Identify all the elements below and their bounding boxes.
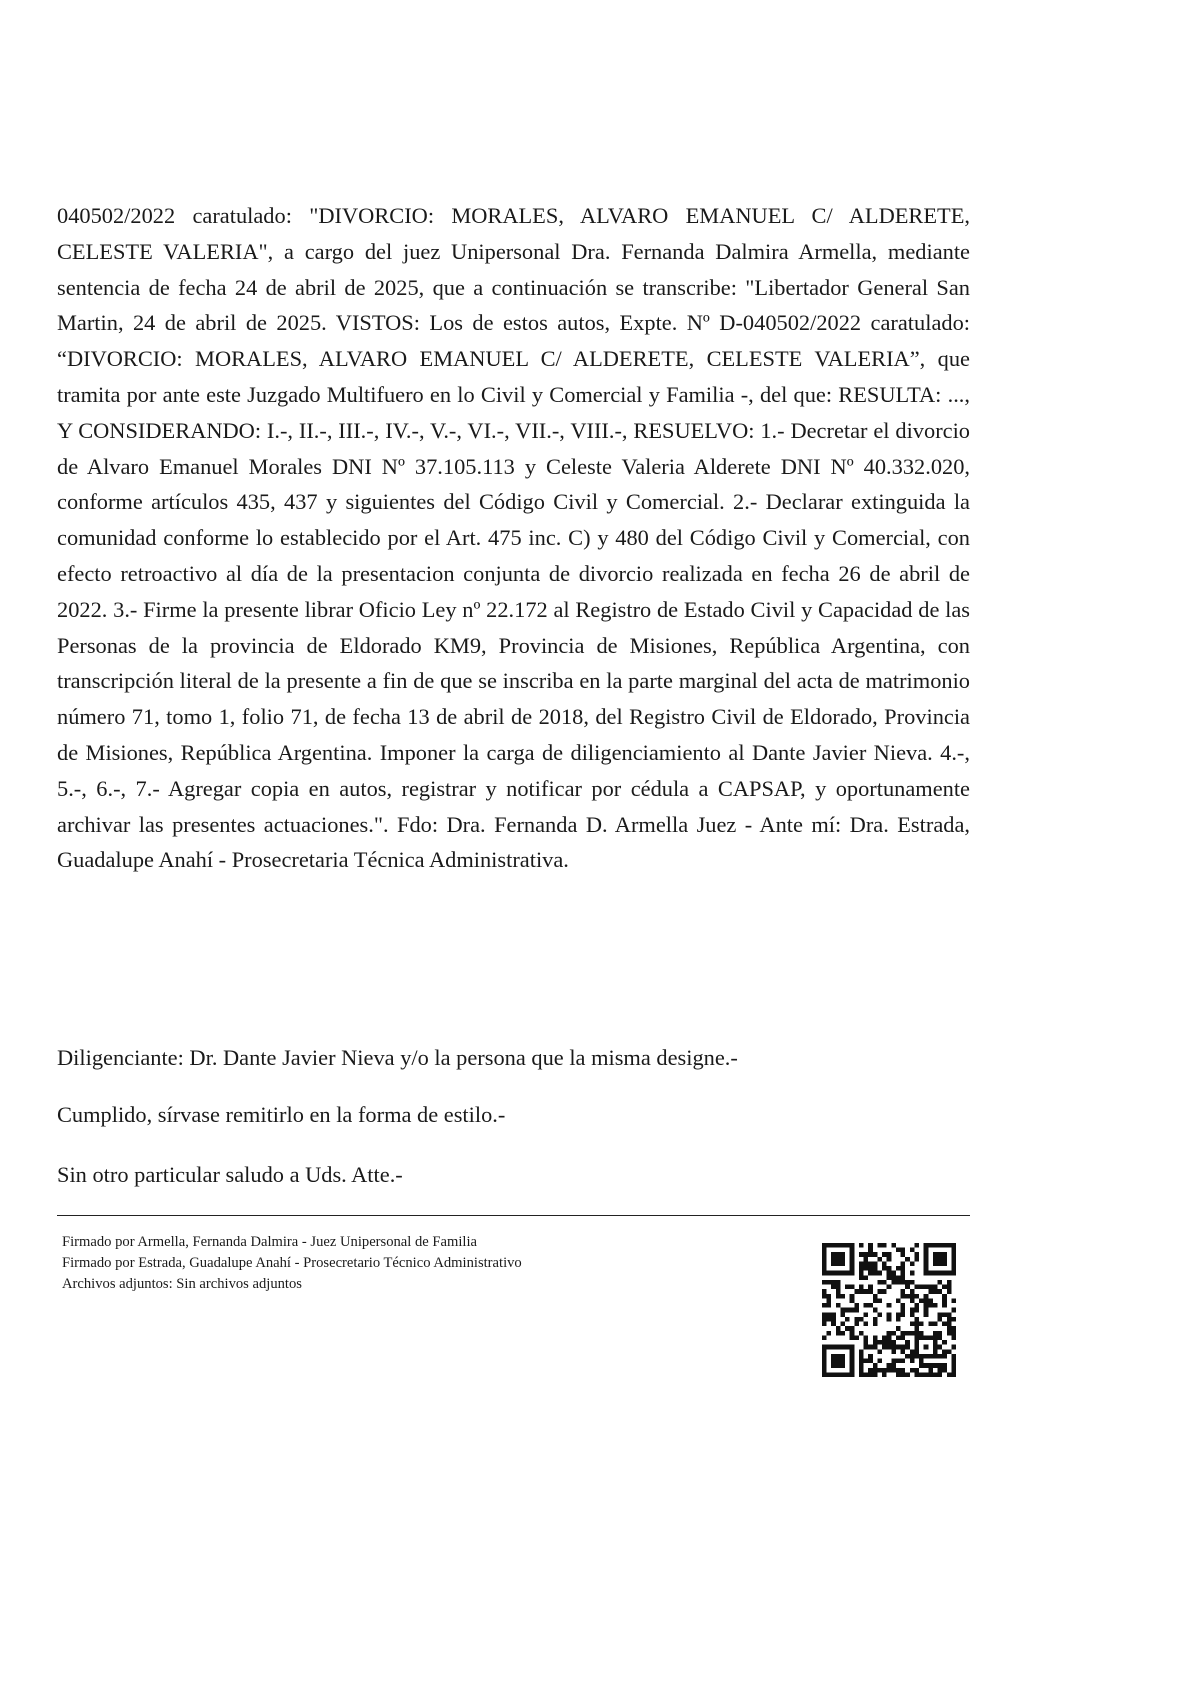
cumplido-line: Cumplido, sírvase remitirlo en la forma de estilo.-	[57, 1102, 506, 1127]
diligenciante-line: Diligenciante: Dr. Dante Javier Nieva y/o la persona que la misma designe.-	[57, 1045, 738, 1070]
qr-code-icon	[822, 1243, 956, 1377]
signature-block	[62, 1232, 762, 1295]
footer-divider	[57, 1215, 970, 1216]
signature-line-judge: Firmado por Armella, Fernanda Dalmira - Juez Unipersonal de Familia	[62, 1234, 477, 1250]
attachments-line: Archivos adjuntos: Sin archivos adjuntos	[62, 1276, 302, 1292]
farewell-line: Sin otro particular saludo a Uds. Atte.-	[57, 1162, 403, 1187]
resolution-body: 040502/2022 caratulado: "DIVORCIO: MORALES, ALVARO EMANUEL C/ ALDERETE, CELESTE VALERIA", a cargo del juez Unipersonal Dra. Fernanda Dalmira Armella, mediante sentencia de fecha 24 de abril de 2025, que a continuación se transcribe: "Libertador General San Martin, 24 de abril de 2025. VISTOS: Los de estos autos, Expte. Nº D-040502/2022 caratulado: “DIVORCIO: MORALES, ALVARO EMANUEL C/ ALDERETE, CELESTE VALERIA”, que tramita por ante este Juzgado Multifuero en lo Civil y Comercial y Familia -, del que: RESULTA: ..., Y CONSIDERANDO: I.-, II.-, III.-, IV.-, V.-, VI.-, VII.-, VIII.-, RESUELVO: 1.- Decretar el divorcio de Alvaro Emanuel Morales DNI Nº 37.105.113 y Celeste Valeria Alderete DNI Nº 40.332.020, conforme artículos 435, 437 y siguientes del Código Civil y Comercial. 2.- Declarar extinguida la comunidad conforme lo establecido por el Art. 475 inc. C) y 480 del Código Civil y Comercial, con efecto retroactivo al día de la presentacion conjunta de divorcio realizada en fecha 26 de abril de 2022. 3.- Firme la presente librar Oficio Ley nº 22.172 al Registro de Estado Civil y Capacidad de las Personas de la provincia de Eldorado KM9, Provincia de Misiones, República Argentina, con transcripción literal de la presente a fin de que se inscriba en la parte marginal del acta de matrimonio número 71, tomo 1, folio 71, de fecha 13 de abril de 2018, del Registro Civil de Eldorado, Provincia de Misiones, República Argentina. Imponer la carga de diligenciamiento al Dante Javier Nieva. 4.-, 5.-, 6.-, 7.- Agregar copia en autos, registrar y notificar por cédula a CAPSAP, y oportunamente archivar las presentes actuaciones.". Fdo: Dra. Fernanda D. Armella Juez - Ante mí: Dra. Estrada, Guadalupe Anahí - Prosecretaria Técnica Administrativa.	[57, 203, 970, 873]
signature-line-prosecretary: Firmado por Estrada, Guadalupe Anahí - Prosecretario Técnico Administrativo	[62, 1255, 522, 1271]
